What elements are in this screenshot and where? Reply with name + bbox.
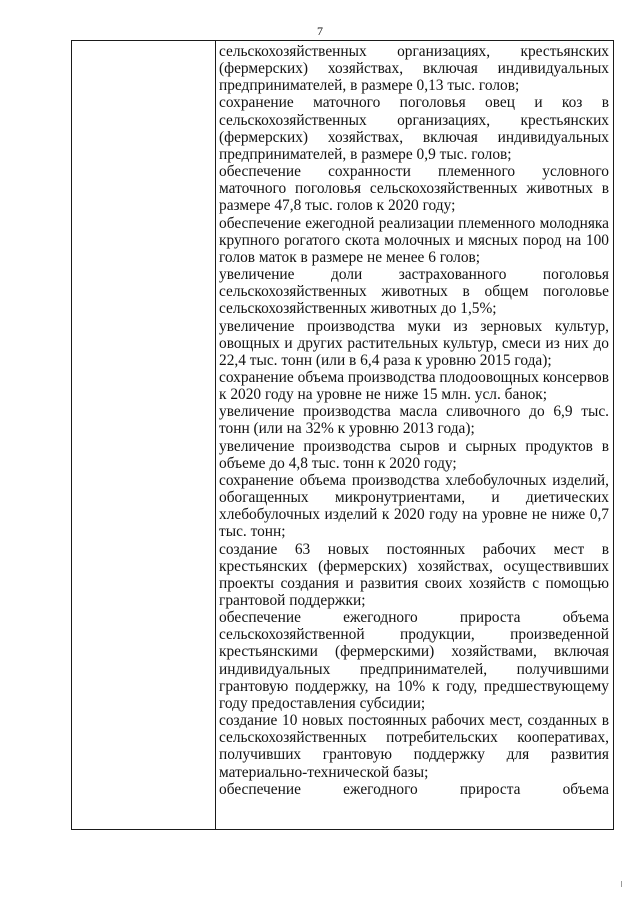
paragraph: обеспечение ежегодного прироста объема сельскохозяйственной продукции, произведенной крестьянскими (фермерскими) хозяйствами, включая индивидуальных предпринимателей, получившими грантовую поддержку, на 10% к году, предшествующему году предоставления субсидии;	[219, 609, 609, 712]
paragraph: создание 63 новых постоянных рабочих мест в крестьянских (фермерских) хозяйствах, осуществивших проекты создания и развития своих хозяйств с помощью грантовой поддержки;	[219, 540, 609, 609]
page-number: 7	[317, 24, 323, 38]
paragraph: обеспечение ежегодного прироста объема	[219, 780, 609, 798]
paragraph: создание 10 новых постоянных рабочих мест, созданных в сельскохозяйственных потребительских кооперативах, получивших грантовую поддержку для развития материально-технической базы;	[219, 712, 609, 781]
paragraph: сохранение объема производства плодоовощных консервов к 2020 году на уровне не ниже 15 млн. усл. банок;	[219, 368, 609, 404]
paragraph: сохранение маточного поголовья овец и коз в сельскохозяйственных организациях, крестьянских (фермерских) хозяйствах, включая индивидуальных предпринимателей, в размере 0,9 тыс. голов;	[219, 94, 609, 163]
paragraph: обеспечение сохранности племенного условного маточного поголовья сельскохозяйственных животных в размере 47,8 тыс. голов к 2020 году;	[219, 163, 609, 215]
paragraph: увеличение производства сыров и сырных продуктов в объеме до 4,8 тыс. тонн к 2020 году;	[219, 437, 609, 472]
paragraph: обеспечение ежегодной реализации племенного молодняка крупного рогатого скота молочных и мясных пород на 100 голов маток в размере не менее 6 голов;	[219, 214, 609, 266]
document-table	[71, 40, 614, 830]
paragraph: сохранение объема производства хлебобулочных изделий, обогащенных микронутриентами, и диетических хлебобулочных изделий к 2020 году на уровне не ниже 0,7 тыс. тонн;	[219, 471, 609, 541]
paragraph: увеличение производства масла сливочного до 6,9 тыс. тонн (или на 32% к уровню 2013 года);	[219, 403, 609, 438]
margin-mark	[621, 881, 622, 887]
text-column	[219, 43, 609, 798]
paragraph: увеличение производства муки из зерновых культур, овощных и других растительных культур, смеси из них до 22,4 тыс. тонн (или в 6,4 раза к уровню 2015 года);	[219, 317, 609, 369]
paragraph: увеличение доли застрахованного поголовья сельскохозяйственных животных в общем поголовье сельскохозяйственных животных до 1,5%;	[219, 266, 609, 318]
paragraph: сельскохозяйственных организациях, крестьянских (фермерских) хозяйствах, включая индивидуальных предпринимателей, в размере 0,13 тыс. голов;	[219, 43, 609, 95]
column-divider	[215, 41, 216, 829]
